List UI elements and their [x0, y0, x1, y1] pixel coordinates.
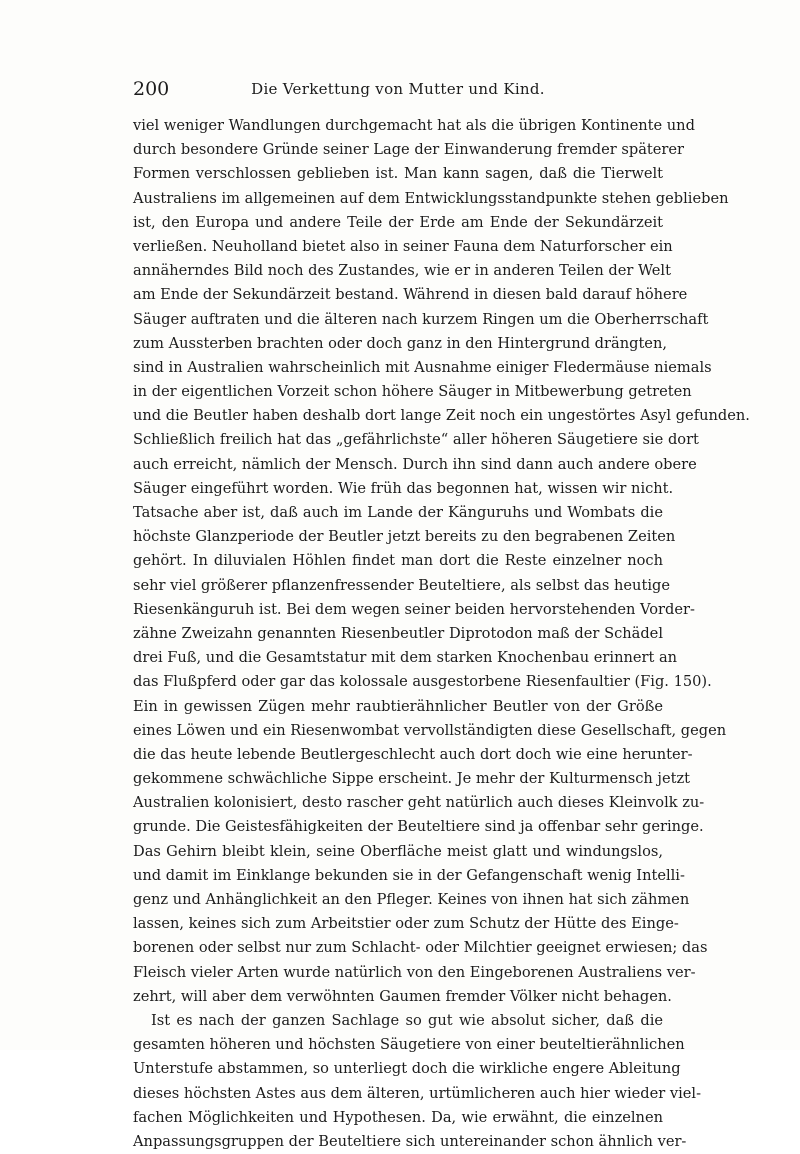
text-line: Das Gehirn bleibt klein, seine Oberfläche meist glatt und windungslos, [133, 842, 663, 860]
text-line: Riesenkänguruh ist. Bei dem wegen seiner beiden hervorstehenden Vorder- [133, 600, 695, 618]
text-line: gekommene schwächliche Sippe erscheint. Je mehr der Kulturmensch jetzt [133, 770, 690, 788]
text-line: zähne Zweizahn genannten Riesenbeutler Diprotodon maß der Schädel [133, 624, 663, 642]
text-line: Ist es nach der ganzen Sachlage so gut wie absolut sicher, daß die [151, 1011, 663, 1029]
text-line: und die Beutler haben deshalb dort lange Zeit noch ein ungestörtes Asyl gefunden. [133, 407, 750, 425]
text-line: das Flußpferd oder gar das kolossale ausgestorbene Riesenfaultier (Fig. 150). [133, 673, 712, 691]
text-line: Ein in gewissen Zügen mehr raubtierähnlicher Beutler von der Größe [133, 697, 663, 715]
text-line: sehr viel größerer pflanzenfressender Beuteltiere, als selbst das heutige [133, 576, 670, 594]
text-line: Schließlich freilich hat das „gefährlichste“ aller höheren Säugetiere sie dort [133, 431, 699, 449]
text-line: Australien kolonisiert, desto rascher geht natürlich auch dieses Kleinvolk zu- [133, 794, 705, 812]
text-line: ist, den Europa und andere Teile der Erde am Ende der Sekundärzeit [133, 213, 663, 231]
text-line: Säuger auftraten und die älteren nach kurzem Ringen um die Oberherrschaft [133, 310, 709, 328]
text-line: Anpassungsgruppen der Beuteltiere sich untereinander schon ähnlich ver- [133, 1132, 687, 1150]
text-line: Formen verschlossen geblieben ist. Man kann sagen, daß die Tierwelt [133, 165, 663, 183]
text-line: gehört. In diluvialen Höhlen findet man dort die Reste einzelner noch [133, 552, 663, 570]
text-line: lassen, keines sich zum Arbeitstier oder zum Schutz der Hütte des Einge- [133, 915, 679, 933]
text-line: auch erreicht, nämlich der Mensch. Durch ihn sind dann auch andere obere [133, 455, 697, 473]
text-line: viel weniger Wandlungen durchgemacht hat als die übrigen Kontinente und [133, 117, 695, 134]
text-line: grunde. Die Geistesfähigkeiten der Beuteltiere sind ja offenbar sehr geringe. [133, 818, 704, 836]
text-line: zehrt, will aber dem verwöhnten Gaumen fremder Völker nicht behagen. [133, 987, 672, 1005]
text-line: genz und Anhänglichkeit an den Pfleger. Keines von ihnen hat sich zähmen [133, 891, 690, 908]
text-line: dieses höchsten Astes aus dem älteren, urtümlicheren auch hier wieder viel- [133, 1084, 702, 1102]
text-line: höchste Glanzperiode der Beutler jetzt bereits zu den begrabenen Zeiten [133, 528, 676, 546]
text-line: Fleisch vieler Arten wurde natürlich von den Eingeborenen Australiens ver- [133, 963, 696, 981]
body-text [133, 114, 750, 1154]
text-line: in der eigentlichen Vorzeit schon höhere Säuger in Mitbewerbung getreten [133, 383, 692, 401]
text-line: borenen oder selbst nur zum Schlacht- oder Milchtier geeignet erwiesen; das [133, 939, 708, 957]
text-line: Säuger eingeführt worden. Wie früh das begonnen hat, wissen wir nicht. [133, 479, 674, 497]
page-number: 200 [133, 78, 170, 100]
text-line: Tatsache aber ist, daß auch im Lande der Känguruhs und Wombats die [133, 504, 663, 521]
text-line: gesamten höheren und höchsten Säugetiere von einer beuteltierähnlichen [133, 1036, 685, 1054]
text-line: Australiens im allgemeinen auf dem Entwicklungsstandpunkte stehen geblieben [133, 189, 729, 207]
text-line: drei Fuß, und die Gesamtstatur mit dem starken Knochenbau erinnert an [133, 649, 678, 667]
text-line: sind in Australien wahrscheinlich mit Ausnahme einiger Fledermäuse niemals [133, 358, 712, 376]
text-line: die das heute lebende Beutlergeschlecht auch dort doch wie eine herunter- [133, 745, 693, 763]
running-title: Die Verkettung von Mutter und Kind. [251, 80, 545, 98]
text-line: zum Aussterben brachten oder doch ganz in den Hintergrund drängten, [133, 334, 667, 352]
text-line: und damit im Einklange bekunden sie in der Gefangenschaft wenig Intelli- [133, 866, 685, 884]
page-header [133, 76, 663, 100]
text-line: durch besondere Gründe seiner Lage der Einwanderung fremder späterer [133, 141, 685, 159]
text-line: annäherndes Bild noch des Zustandes, wie er in anderen Teilen der Welt [133, 262, 671, 280]
text-line: fachen Möglichkeiten und Hypothesen. Da, wie erwähnt, die einzelnen [133, 1108, 663, 1126]
text-line: am Ende der Sekundärzeit bestand. Während in diesen bald darauf höhere [133, 286, 688, 304]
text-line: eines Löwen und ein Riesenwombat vervollständigten diese Gesellschaft, gegen [133, 721, 727, 739]
text-line: Unterstufe abstammen, so unterliegt doch die wirkliche engere Ableitung [133, 1060, 681, 1078]
text-line: verließen. Neuholland bietet also in seiner Fauna dem Naturforscher ein [133, 237, 673, 255]
